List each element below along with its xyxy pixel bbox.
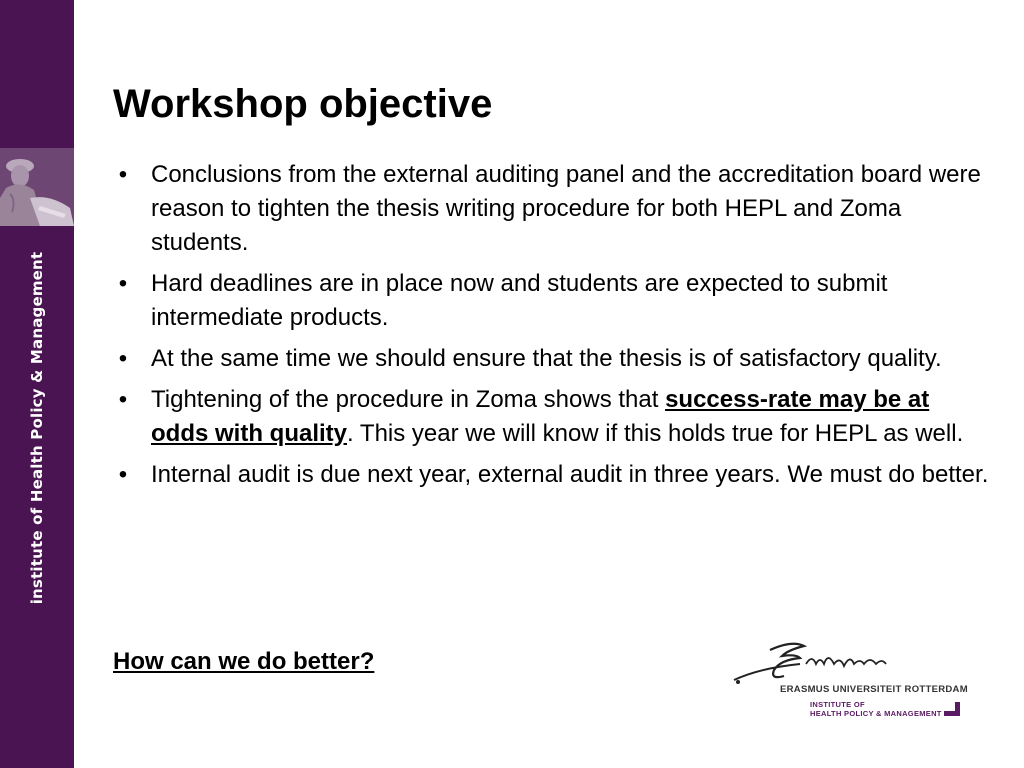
institute-name: [810, 700, 942, 718]
corner-bracket-icon: [944, 702, 960, 716]
university-name: ERASMUS UNIVERSITEIT ROTTERDAM: [780, 684, 968, 695]
bullet-text: [151, 386, 963, 447]
sidebar-institute-label: institute of Health Policy & Management: [28, 251, 46, 605]
bullet-dot: •: [118, 270, 128, 297]
bullet-dot: •: [118, 386, 128, 413]
bullet-text: Conclusions from the external auditing panel and the accreditation board were reason to tighten the thesis writing procedure for both HEPL and Zoma students.: [151, 161, 981, 256]
bullet-text: Hard deadlines are in place now and students are expected to submit intermediate products.: [151, 270, 888, 331]
emphasis-link: success-rate may be at odds with quality: [151, 386, 930, 447]
bullet-item: [113, 342, 993, 376]
bullet-dot: •: [118, 345, 128, 372]
bullet-item: [113, 383, 993, 451]
erasmus-signature-icon: [730, 640, 900, 684]
bullet-text-after: . This year we will know if this holds true for HEPL as well.: [347, 420, 964, 447]
bullet-item: [113, 158, 993, 260]
bullet-item: [113, 267, 993, 335]
bullet-dot: •: [118, 461, 128, 488]
closing-question: How can we do better?: [113, 648, 375, 675]
institute-line: INSTITUTE OF: [810, 700, 865, 709]
bullet-list: [113, 158, 993, 499]
bullet-item: [113, 458, 993, 492]
erasmus-logo: [730, 640, 970, 722]
bullet-text-before: Tightening of the procedure in Zoma shows that: [151, 386, 666, 413]
sidebar: [0, 0, 74, 768]
institute-line: HEALTH POLICY & MANAGEMENT: [810, 709, 942, 718]
bullet-dot: •: [118, 161, 128, 188]
bullet-text: At the same time we should ensure that the thesis is of satisfactory quality.: [151, 345, 942, 372]
slide-title: Workshop objective: [113, 82, 493, 126]
bullet-text: Internal audit is due next year, external audit in three years. We must do better.: [151, 461, 989, 488]
statue-image: [0, 148, 74, 226]
statue-icon: [0, 148, 74, 226]
